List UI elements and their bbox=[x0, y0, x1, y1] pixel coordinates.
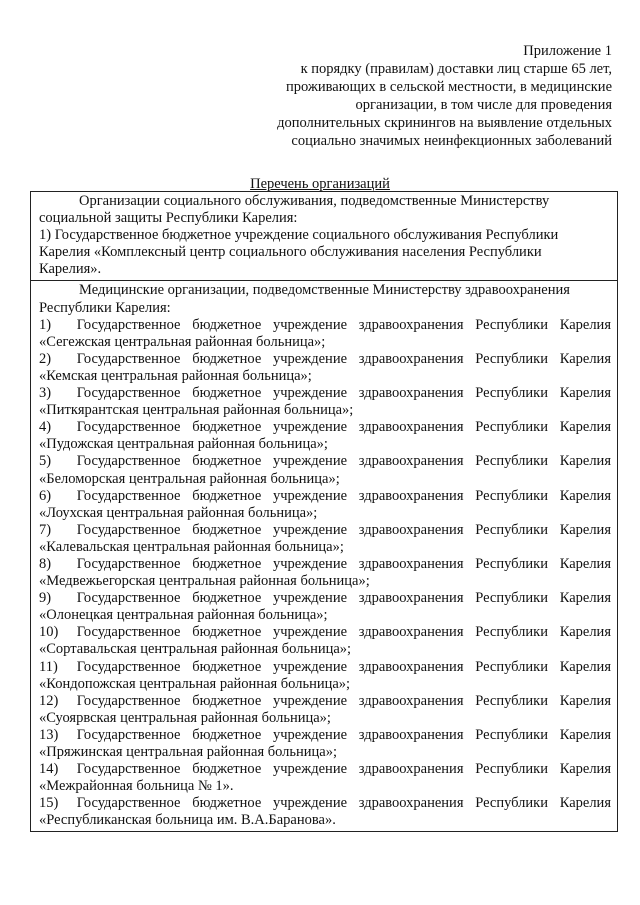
item-number: 1) bbox=[39, 316, 52, 333]
item-number: 10) bbox=[39, 624, 59, 641]
medical-list-item bbox=[39, 317, 611, 351]
item-word: Карелия bbox=[559, 419, 611, 436]
item-word: здравоохранения bbox=[358, 316, 464, 333]
item-word: Государственное bbox=[76, 624, 181, 641]
item-word: Карелия bbox=[559, 555, 611, 572]
social-intro-line: социальной защиты Республики Карелия: bbox=[39, 210, 298, 227]
appendix-line: социально значимых неинфекционных заболеваний bbox=[291, 133, 612, 149]
item-word: учреждение bbox=[273, 624, 348, 641]
item-hospital-name: «Суоярвская центральная районная больница»; bbox=[39, 709, 331, 726]
item-word: здравоохранения bbox=[358, 692, 464, 709]
item-word: здравоохранения bbox=[358, 658, 464, 675]
item-number: 12) bbox=[39, 692, 59, 709]
item-word: учреждение bbox=[273, 419, 348, 436]
item-word: бюджетное bbox=[192, 350, 262, 367]
item-hospital-name: «Калевальская центральная районная больница»; bbox=[39, 538, 344, 555]
item-word: здравоохранения bbox=[358, 726, 464, 743]
item-number: 4) bbox=[39, 419, 52, 436]
organizations-table bbox=[30, 191, 618, 832]
appendix-line: организации, в том числе для проведения bbox=[355, 97, 612, 113]
medical-list-item bbox=[39, 761, 611, 795]
item-word: учреждение bbox=[273, 350, 348, 367]
item-word: Государственное bbox=[76, 795, 181, 812]
item-word: учреждение bbox=[273, 316, 348, 333]
item-word: бюджетное bbox=[192, 453, 262, 470]
item-number: 15) bbox=[39, 795, 59, 812]
item-word: Государственное bbox=[76, 692, 181, 709]
social-section bbox=[31, 192, 617, 280]
item-word: Карелия bbox=[559, 726, 611, 743]
item-word: Республики bbox=[475, 692, 548, 709]
medical-intro-line: Республики Карелия: bbox=[39, 299, 171, 316]
item-word: Республики bbox=[475, 726, 548, 743]
item-word: Государственное bbox=[76, 555, 181, 572]
social-item-line: Карелия». bbox=[39, 261, 102, 278]
item-number: 3) bbox=[39, 385, 52, 402]
item-number: 8) bbox=[39, 555, 52, 572]
item-word: Государственное bbox=[76, 385, 181, 402]
item-word: Государственное bbox=[76, 453, 181, 470]
appendix-line: дополнительных скринингов на выявление отдельных bbox=[277, 115, 612, 131]
item-hospital-name: «Кондопожская центральная районная больница»; bbox=[39, 675, 351, 692]
item-word: Карелия bbox=[559, 658, 611, 675]
item-word: Карелия bbox=[559, 692, 611, 709]
item-number: 5) bbox=[39, 453, 52, 470]
item-word: учреждение bbox=[273, 692, 348, 709]
item-word: здравоохранения bbox=[358, 795, 464, 812]
item-word: учреждение bbox=[273, 385, 348, 402]
medical-list-item bbox=[39, 385, 611, 419]
social-item-line: Карелия «Комплексный центр социального обслуживания населения Республики bbox=[39, 244, 542, 261]
list-title: Перечень организаций bbox=[250, 176, 390, 192]
item-word: Государственное bbox=[76, 419, 181, 436]
item-word: здравоохранения bbox=[358, 555, 464, 572]
item-word: Республики bbox=[475, 761, 548, 778]
item-word: Государственное bbox=[76, 521, 181, 538]
medical-list-item bbox=[39, 659, 611, 693]
item-number: 7) bbox=[39, 521, 52, 538]
item-hospital-name: «Лоухская центральная районная больница»; bbox=[39, 504, 318, 521]
item-word: Карелия bbox=[559, 350, 611, 367]
item-word: Республики bbox=[475, 795, 548, 812]
item-word: бюджетное bbox=[192, 521, 262, 538]
item-word: учреждение bbox=[273, 555, 348, 572]
item-word: бюджетное bbox=[192, 316, 262, 333]
item-word: Республики bbox=[475, 385, 548, 402]
item-word: Государственное bbox=[76, 590, 181, 607]
item-word: Карелия bbox=[559, 453, 611, 470]
item-word: Карелия bbox=[559, 521, 611, 538]
appendix-line: к порядку (правилам) доставки лиц старше 65 лет, bbox=[300, 61, 612, 77]
item-word: Республики bbox=[475, 350, 548, 367]
item-word: бюджетное bbox=[192, 658, 262, 675]
item-word: Карелия bbox=[559, 487, 611, 504]
item-word: здравоохранения bbox=[358, 385, 464, 402]
item-word: здравоохранения bbox=[358, 761, 464, 778]
item-number: 13) bbox=[39, 726, 59, 743]
item-word: Государственное bbox=[76, 658, 181, 675]
item-hospital-name: «Сегежская центральная районная больница»; bbox=[39, 333, 326, 350]
item-word: Республики bbox=[475, 555, 548, 572]
item-word: бюджетное bbox=[192, 761, 262, 778]
item-hospital-name: «Республиканская больница им. В.А.Баранова». bbox=[39, 812, 336, 829]
social-item-line: 1) Государственное бюджетное учреждение социального обслуживания Республики bbox=[39, 227, 559, 244]
medical-list-item bbox=[39, 693, 611, 727]
item-word: Государственное bbox=[76, 761, 181, 778]
item-word: Республики bbox=[475, 419, 548, 436]
item-number: 6) bbox=[39, 487, 52, 504]
item-word: Республики bbox=[475, 590, 548, 607]
item-word: Государственное bbox=[76, 350, 181, 367]
item-hospital-name: «Олонецкая центральная районная больница»; bbox=[39, 607, 328, 624]
item-word: бюджетное bbox=[192, 692, 262, 709]
item-number: 11) bbox=[39, 658, 58, 675]
medical-list-item bbox=[39, 727, 611, 761]
item-hospital-name: «Беломорская центральная районная больница»; bbox=[39, 470, 340, 487]
item-number: 2) bbox=[39, 350, 52, 367]
item-word: Государственное bbox=[76, 487, 181, 504]
medical-list-item bbox=[39, 453, 611, 487]
item-hospital-name: «Пряжинская центральная районная больница»; bbox=[39, 744, 338, 760]
medical-list-item bbox=[39, 624, 611, 658]
item-word: Республики bbox=[475, 658, 548, 675]
item-word: учреждение bbox=[273, 726, 348, 743]
item-word: бюджетное bbox=[192, 624, 262, 641]
medical-list-item bbox=[39, 795, 611, 829]
item-hospital-name: «Медвежьегорская центральная районная больница»; bbox=[39, 573, 370, 590]
medical-list-item bbox=[39, 419, 611, 453]
item-word: бюджетное bbox=[192, 555, 262, 572]
item-word: бюджетное bbox=[192, 726, 262, 743]
item-word: Государственное bbox=[76, 316, 181, 333]
item-word: учреждение bbox=[273, 453, 348, 470]
item-word: бюджетное bbox=[192, 419, 262, 436]
item-word: учреждение bbox=[273, 658, 348, 675]
appendix-header bbox=[192, 42, 612, 150]
social-intro-line: Организации социального обслуживания, подведомственные Министерству bbox=[79, 193, 550, 209]
item-word: учреждение bbox=[273, 521, 348, 538]
medical-intro-line: Медицинские организации, подведомственные Министерству здравоохранения bbox=[79, 282, 570, 299]
medical-list-item bbox=[39, 556, 611, 590]
item-word: бюджетное bbox=[192, 487, 262, 504]
item-hospital-name: «Сортавальская центральная районная больница»; bbox=[39, 641, 352, 658]
item-word: Карелия bbox=[559, 385, 611, 402]
appendix-line: проживающих в сельской местности, в медицинские bbox=[285, 79, 612, 95]
item-word: учреждение bbox=[273, 487, 348, 504]
item-word: Государственное bbox=[76, 726, 181, 743]
item-hospital-name: «Кемская центральная районная больница»; bbox=[39, 367, 312, 384]
item-word: Карелия bbox=[559, 590, 611, 607]
medical-list-item bbox=[39, 522, 611, 556]
item-word: Карелия bbox=[559, 624, 611, 641]
medical-list-item bbox=[39, 488, 611, 522]
item-hospital-name: «Пудожская центральная районная больница»; bbox=[39, 436, 328, 453]
item-word: Карелия bbox=[559, 316, 611, 333]
item-word: бюджетное bbox=[192, 795, 262, 812]
item-word: бюджетное bbox=[192, 385, 262, 402]
medical-list-item bbox=[39, 590, 611, 624]
item-word: здравоохранения bbox=[358, 487, 464, 504]
item-hospital-name: «Межрайонная больница № 1». bbox=[39, 778, 234, 795]
item-word: учреждение bbox=[273, 761, 348, 778]
medical-section bbox=[31, 280, 617, 831]
item-word: Карелия bbox=[559, 761, 611, 778]
item-word: здравоохранения bbox=[358, 350, 464, 367]
item-word: учреждение bbox=[273, 795, 348, 812]
item-word: здравоохранения bbox=[358, 624, 464, 641]
item-word: бюджетное bbox=[192, 590, 262, 607]
appendix-line: Приложение 1 bbox=[523, 43, 612, 59]
item-word: Республики bbox=[475, 487, 548, 504]
item-number: 14) bbox=[39, 761, 59, 778]
item-word: здравоохранения bbox=[358, 590, 464, 607]
item-word: Республики bbox=[475, 624, 548, 641]
item-hospital-name: «Питкярантская центральная районная больница»; bbox=[39, 402, 354, 419]
item-word: здравоохранения bbox=[358, 419, 464, 436]
item-word: Карелия bbox=[559, 795, 611, 812]
item-word: Республики bbox=[475, 521, 548, 538]
item-word: здравоохранения bbox=[358, 521, 464, 538]
item-word: Республики bbox=[475, 316, 548, 333]
item-number: 9) bbox=[39, 590, 52, 607]
medical-list-item bbox=[39, 351, 611, 385]
item-word: Республики bbox=[475, 453, 548, 470]
item-word: учреждение bbox=[273, 590, 348, 607]
item-word: здравоохранения bbox=[358, 453, 464, 470]
